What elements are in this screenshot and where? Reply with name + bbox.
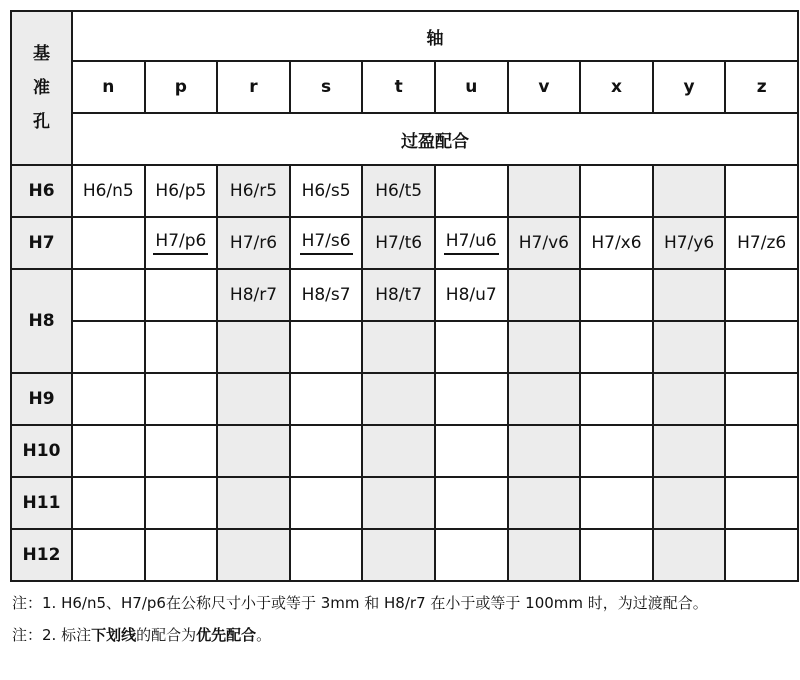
fit-cell [580,425,653,477]
fit-cell [725,165,798,217]
hole-label: H12 [11,529,72,581]
fit-cell [362,529,435,581]
fit-cell [72,165,145,217]
fit-cell [217,269,290,321]
fit-cell [362,165,435,217]
fit-code: H7/s6 [300,231,353,255]
base-hole-char: 准 [33,78,50,98]
fit-cell [217,529,290,581]
fit-code: H8/t7 [375,285,423,305]
fit-cell [362,477,435,529]
fit-cell [580,477,653,529]
fit-cell [580,529,653,581]
fit-cell [435,321,508,373]
fit-cell [508,165,581,217]
hole-label: H6 [11,165,72,217]
fit-cell [435,529,508,581]
fit-code: H6/r5 [229,181,278,201]
fit-cell [435,373,508,425]
fit-cell [290,269,363,321]
fit-cell [290,529,363,581]
fit-code: H6/n5 [82,181,134,201]
fit-cell [435,217,508,269]
fit-row-h9 [11,373,798,425]
base-hole-char: 孔 [33,112,50,132]
fit-cell [725,269,798,321]
base-hole-header [11,11,72,165]
fit-cell [653,217,726,269]
note-2 [12,622,788,648]
fit-cell [362,425,435,477]
fit-code: H6/p5 [155,181,207,201]
shaft-u-header: u [435,61,508,113]
fit-cell [145,529,218,581]
note-2-prefix: 注：2. 标注 [12,626,92,644]
fit-cell [145,165,218,217]
fit-row-h6 [11,165,798,217]
notes [12,590,788,648]
fit-cell [362,373,435,425]
fit-cell [508,321,581,373]
shaft-letters-row [11,61,798,113]
note-1: 注：1. H6/n5、H7/p6在公称尺寸小于或等于 3mm 和 H8/r7 在小于或等于 100mm 时，为过渡配合。 [12,594,708,612]
fit-cell [217,217,290,269]
fit-row-h11 [11,477,798,529]
shaft-x-header: x [580,61,653,113]
hole-label: H10 [11,425,72,477]
fit-cell [435,269,508,321]
fit-cell [290,425,363,477]
hole-label: H8 [11,269,72,373]
fit-cell [290,165,363,217]
fit-cell [217,321,290,373]
fit-code: H7/x6 [591,233,642,253]
fit-cell [725,529,798,581]
fit-cell [72,321,145,373]
fit-code: H8/u7 [445,285,497,305]
fit-cell [580,217,653,269]
fit-cell [72,269,145,321]
fit-cell [362,321,435,373]
fit-cell [435,425,508,477]
fit-cell [362,269,435,321]
fit-cell [580,373,653,425]
note-2-underline-term: 下划线 [91,626,137,644]
note-2-preferred-term: 优先配合 [196,626,257,644]
fit-cell [290,321,363,373]
fit-cell [653,321,726,373]
fit-code: H7/p6 [153,231,208,255]
fit-cell [217,425,290,477]
fit-code: H7/z6 [737,233,787,253]
fit-cell [217,165,290,217]
fit-cell [653,165,726,217]
shaft-n-header: n [72,61,145,113]
shaft-header: 轴 [72,11,798,61]
fit-cell [508,373,581,425]
shaft-p-header: p [145,61,218,113]
fit-table [10,10,799,582]
shaft-z-header: z [725,61,798,113]
fit-code: H7/t6 [375,233,423,253]
fit-cell [217,477,290,529]
fit-cell [290,477,363,529]
fit-cell [217,373,290,425]
hole-label: H11 [11,477,72,529]
note-2-mid: 的配合为 [136,626,197,644]
shaft-t-header: t [362,61,435,113]
note-2-suffix: 。 [256,626,272,644]
fit-type-header: 过盈配合 [72,113,798,165]
shaft-r-header: r [217,61,290,113]
fit-cell [508,217,581,269]
fit-cell [145,425,218,477]
fit-cell [435,477,508,529]
fit-cell [145,321,218,373]
base-hole-char: 基 [33,44,50,64]
fit-cell [580,165,653,217]
fit-cell [725,321,798,373]
fit-cell [72,425,145,477]
fit-cell [290,373,363,425]
fit-code: H7/r6 [229,233,278,253]
shaft-title-row [11,11,798,61]
fit-cell [580,269,653,321]
fit-cell [362,217,435,269]
fit-code: H6/t5 [375,181,423,201]
fit-cell [653,477,726,529]
fit-cell [435,165,508,217]
fit-cell [72,217,145,269]
fit-cell [653,373,726,425]
fit-type-row [11,113,798,165]
fit-cell [653,269,726,321]
fit-cell [580,321,653,373]
fit-cell [725,425,798,477]
hole-label: H7 [11,217,72,269]
fit-cell [508,529,581,581]
fit-cell [653,529,726,581]
fit-cell [145,217,218,269]
fit-cell [290,217,363,269]
fit-cell [725,477,798,529]
fit-row-h12 [11,529,798,581]
fit-code: H7/u6 [444,231,499,255]
fit-row-h8-second [11,321,798,373]
fit-cell [72,529,145,581]
fit-cell [653,425,726,477]
shaft-s-header: s [290,61,363,113]
fit-cell [725,217,798,269]
fit-code: H8/r7 [229,285,278,305]
hole-label: H9 [11,373,72,425]
fit-cell [508,269,581,321]
fit-cell [725,373,798,425]
fit-row-h10 [11,425,798,477]
fit-code: H6/s5 [301,181,351,201]
fit-code: H8/s7 [301,285,351,305]
fit-cell [145,269,218,321]
fit-cell [145,477,218,529]
fit-cell [508,477,581,529]
fit-cell [508,425,581,477]
fit-code: H7/y6 [663,233,715,253]
fit-row-h7 [11,217,798,269]
shaft-v-header: v [508,61,581,113]
fit-cell [72,373,145,425]
fit-code: H7/v6 [518,233,569,253]
fit-cell [72,477,145,529]
shaft-y-header: y [653,61,726,113]
fit-cell [145,373,218,425]
fit-row-h8 [11,269,798,321]
